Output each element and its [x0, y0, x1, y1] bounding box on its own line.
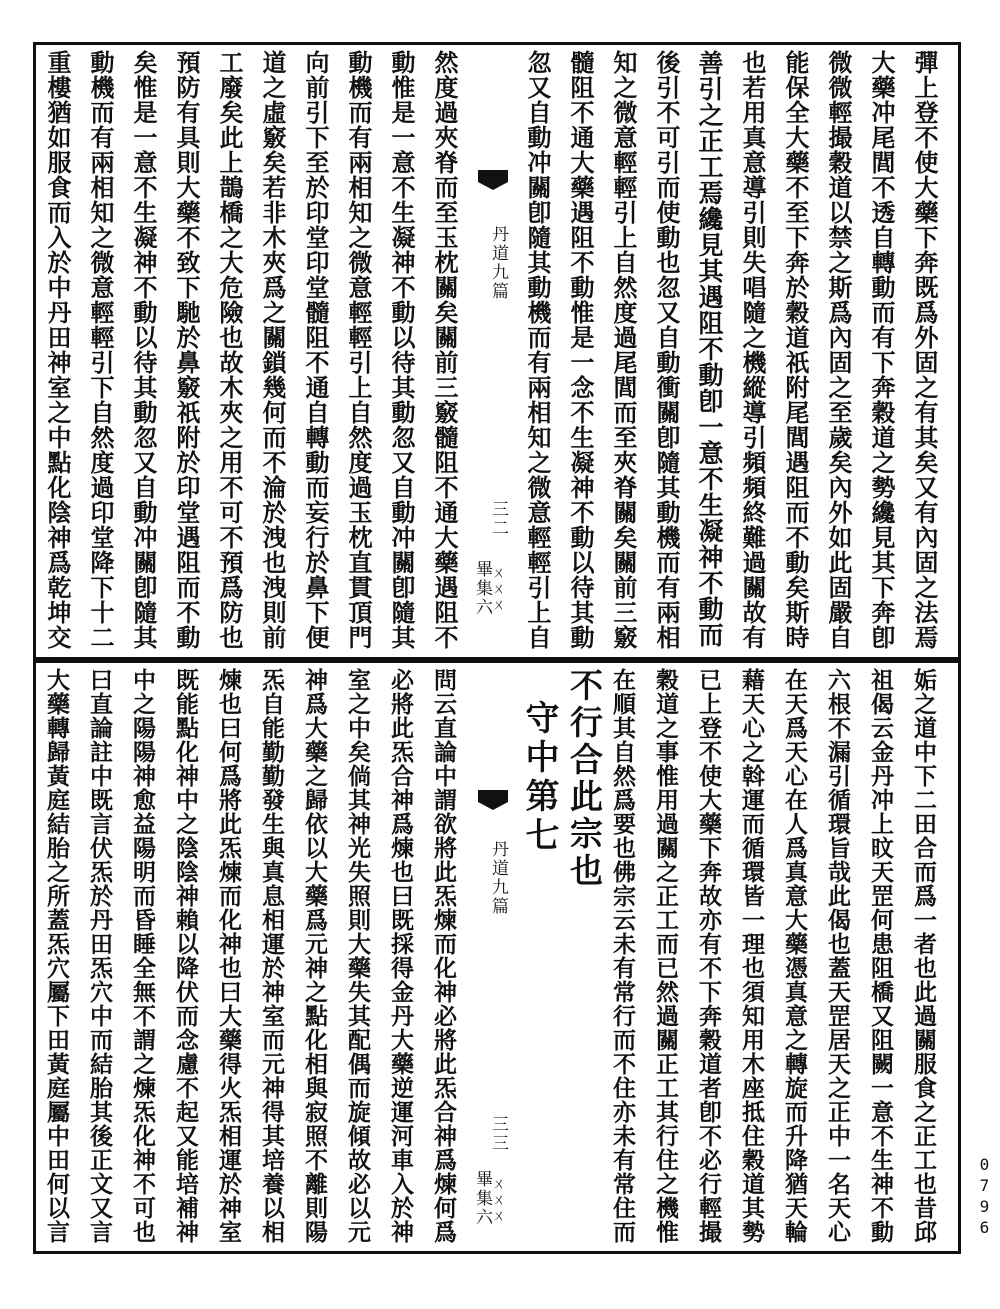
text-column: 知之微意輕輕引上自然度過尾閭而至夾脊關矣關前三竅 [609, 50, 638, 650]
text-column: 神爲大藥之歸依以大藥爲元神之點化相與寂照不離則陽 [301, 668, 328, 1244]
collection-label: 畢集六 [472, 560, 492, 617]
collection-sub: ㄨㄨㄨ [490, 1176, 506, 1224]
text-column: 忽又自動冲關卽隨其動機而有兩相知之微意輕輕引上自 [523, 50, 552, 650]
text-column: 預防有具則大藥不致下馳於鼻竅祇附於印堂遇阻而不動 [172, 50, 201, 650]
collection-label: 畢集六 [472, 1170, 492, 1227]
collection-sub: ㄨㄨㄨ [490, 565, 506, 613]
text-column: 重樓猶如服食而入於中丹田神室之中點化陰神爲乾坤交 [43, 50, 72, 650]
text-column: 中之陽陽神愈益陽明而昏睡全無不謂之煉炁化神不可也 [129, 668, 156, 1244]
text-column: 工廢矣此上鵲橋之大危險也故木夾之用不可不預爲防也 [215, 50, 244, 650]
text-column: 不行合此宗也 [565, 668, 604, 890]
text-column: 已上登不使大藥下奔故亦有不下奔穀道者卽不必行輕撮 [695, 668, 722, 1244]
text-column: 動機而有兩相知之微意輕輕引上自然度過玉枕直貫頂門 [344, 50, 373, 650]
text-column: 彈上登不使大藥下奔既爲外固之有其矣又有內固之法焉 [910, 50, 939, 650]
text-column: 六根不漏引循環旨哉此偈也蓋天罡居天之正中一名天心 [824, 668, 851, 1244]
text-column: 既能點化神中之陰陰神賴以降伏而念慮不起又能培補神 [172, 668, 199, 1244]
running-title: 丹道九篇 [488, 225, 508, 301]
text-column: 向前引下至於印堂印堂髓阻不通自轉動而妄行於鼻下便 [301, 50, 330, 650]
text-column: 髓阻不通大藥遇阻不動惟是一念不生凝神不動以待其動 [566, 50, 595, 650]
fish-tail-mark [478, 170, 508, 200]
text-column: 然度過夾脊而至玉枕關矣關前三竅髓阻不通大藥遇阻不 [430, 50, 459, 650]
scan-page-number: 0796 [975, 1155, 994, 1239]
text-column: 在天爲天心在人爲真意大藥憑真意之轉旋而升降猶天輪 [781, 668, 808, 1244]
text-column: 微微輕撮穀道以禁之斯爲內固之至歲矣內外如此固嚴自 [824, 50, 853, 650]
running-title: 丹道九篇 [488, 840, 508, 916]
text-column: 矣惟是一意不生凝神不動以待其動忽又自動冲關卽隨其 [129, 50, 158, 650]
text-column: 炁自能勤勤發生與真息相運於神室而元神得其培養以相 [258, 668, 285, 1244]
text-column: 在順其自然爲要也佛宗云未有常行而不住亦未有常住而 [609, 668, 636, 1244]
text-column: 能保全大藥不至下奔於穀道祇附尾閭遇阻而不動矣斯時 [781, 50, 810, 650]
text-column: 問云直論中謂欲將此炁煉而化神必將此炁合神爲煉何爲 [430, 668, 457, 1244]
page-number: 三三 [488, 1115, 508, 1153]
section-heading: 守中第七 [519, 700, 559, 856]
text-column: 道之虛竅矣若非木夾爲之關鎖幾何而不淪於洩也洩則前 [258, 50, 287, 650]
text-column: 祖偈云金丹冲上旼天罡何患阻橋又阻闕一意不生神不動 [867, 668, 894, 1244]
text-column: 大藥轉歸黃庭結胎之所蓋炁穴屬下田黃庭屬中田何以言 [43, 668, 70, 1244]
text-column: 大藥冲尾閭不透自轉動而有下奔穀道之勢纔見其下奔卽 [867, 50, 896, 650]
text-column: 也若用真意導引則失唱隨之機縱導引頻頻終難過關故有 [738, 50, 767, 650]
text-column: 煉也曰何爲將此炁煉而化神也曰大藥得火炁相運於神室 [215, 668, 242, 1244]
text-column: 動惟是一意不生凝神不動以待其動忽又自動冲關卽隨其 [387, 50, 416, 650]
page-number: 三二 [488, 500, 508, 538]
text-column: 姤之道中下二田合而爲一者也此過關服食之正工也昔邱 [910, 668, 937, 1244]
text-column: 曰直論註中既言伏炁於丹田炁穴中而結胎其後正文又言 [86, 668, 113, 1244]
text-column: 室之中矣倘其神光失照則大藥失其配偶而旋傾故必以元 [344, 668, 371, 1244]
text-column: 必將此炁合神爲煉也曰既採得金丹大藥逆運河車入於神 [387, 668, 414, 1244]
text-column: 穀道之事惟用過關之正工而已然過關正工其行住之機惟 [652, 668, 679, 1244]
text-column: 後引不可引而使動也忽又自動衝關卽隨其動機而有兩相 [652, 50, 681, 650]
text-column: 藉天心之斡運而循環皆一理也須知用木座抵住穀道其勢 [738, 668, 765, 1244]
text-column: 善引之正工焉纔見其遇阻不動卽一意不生凝神不動而 [695, 50, 724, 648]
fish-tail-mark [478, 790, 508, 820]
text-column: 動機而有兩相知之微意輕輕引下自然度過印堂降下十二 [86, 50, 115, 650]
